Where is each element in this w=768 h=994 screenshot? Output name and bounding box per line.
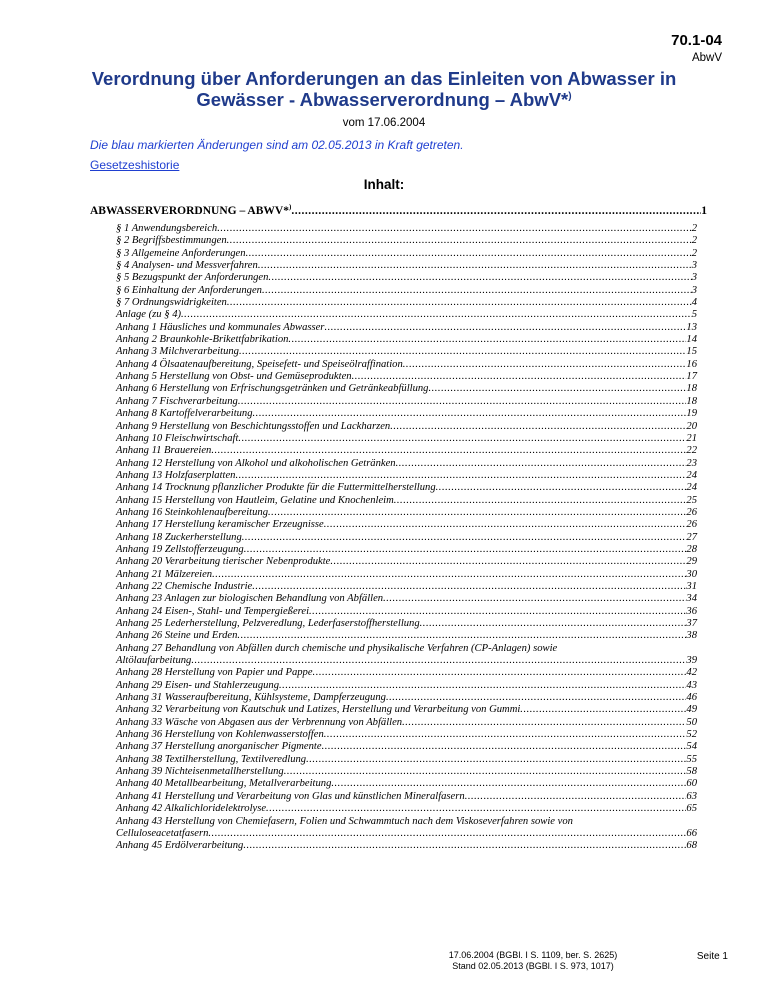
toc-entry-page: 36 [686,605,697,617]
page-number: Seite 1 [696,951,728,962]
toc-dot-leader [211,445,686,457]
toc-entry[interactable] [116,593,697,605]
footer-reference [423,950,643,972]
toc-entry-page: 31 [686,580,697,592]
toc-entry-page: 18 [686,383,697,395]
toc-entry[interactable] [116,606,697,618]
toc-entry[interactable] [116,272,697,284]
toc-dot-leader [237,630,686,642]
toc-entry-page: 24 [686,482,697,494]
toc-entry[interactable] [116,704,697,716]
title-line-2-text: Gewässer - Abwasserverordnung – AbwV* [196,89,569,110]
document-code: 70.1-04 [671,32,722,49]
toc-entry-page: 52 [686,729,697,741]
toc-entry-label: Anhang 20 Verarbeitung tierischer Nebenprodukte [116,556,331,568]
toc-dot-leader [330,556,686,568]
toc-main-entry[interactable] [90,204,707,218]
toc-entry[interactable] [116,766,697,778]
toc-entry[interactable] [116,643,697,655]
toc-dot-leader [331,778,686,790]
toc-entry-page: 39 [686,655,697,667]
toc-entry[interactable] [116,359,697,371]
toc-entry-page: 42 [686,667,697,679]
toc-entry-page: 4 [691,297,697,309]
toc-entry[interactable] [116,458,697,470]
toc-dot-leader [402,717,686,729]
toc-entry-label: Anhang 36 Herstellung von Kohlenwasserstoffen [116,729,324,741]
toc-entry[interactable] [116,519,697,531]
toc-entry-page: 14 [686,334,697,346]
toc-dot-leader [420,618,687,630]
toc-entry[interactable] [116,803,697,815]
toc-dot-leader [238,396,687,408]
toc-dot-leader [383,593,686,605]
toc-entry-label: Anhang 4 Ölsaatenaufbereitung, Speisefett- und Speiseölraffination [116,358,403,370]
title-line-2 [60,89,708,110]
document-title [60,68,708,110]
toc-entry-page: 17 [686,371,697,383]
toc-entry[interactable] [116,322,697,334]
toc-entry-page: 21 [686,432,697,444]
toc-entry[interactable] [116,717,697,729]
toc-entry-page: 28 [686,543,697,555]
toc-entry-label: Anhang 39 Nichteisenmetallherstellung [116,766,284,778]
toc-entry-page: 3 [691,284,697,296]
toc-entry[interactable] [116,618,697,630]
toc-entry-label: Anhang 38 Textilherstellung, Textilveredlung [116,753,307,765]
toc-entry[interactable] [116,433,697,445]
toc-entry-label: Anhang 9 Herstellung von Beschichtungsstoffen und Lackharzen [116,420,391,432]
history-link[interactable]: Gesetzeshistorie [90,158,180,172]
toc-dot-leader [396,458,687,470]
toc-entry-label: Anhang 23 Anlagen zur biologischen Behandlung von Abfällen [116,593,384,605]
toc-dot-leader [258,260,692,272]
toc-entry-page: 20 [686,420,697,432]
toc-entry-label: Anhang 18 Zuckerherstellung [116,531,242,543]
toc-dot-leader [266,803,686,815]
toc-entry-page: 26 [686,519,697,531]
toc-dot-leader [242,532,687,544]
toc-entry-page: 2 [691,247,697,259]
toc-entry-page: 5 [691,309,697,321]
toc-entry-label: Anhang 15 Herstellung von Hautleim, Gelatine und Knochenleim [116,494,394,506]
toc-entry-page: 54 [686,741,697,753]
toc-main-footnote-mark: ) [288,203,292,212]
toc-entry[interactable] [116,630,697,642]
toc-dot-leader [227,297,692,309]
toc-entry-label: § 7 Ordnungswidrigkeiten [116,297,227,309]
toc-dot-leader [309,606,686,618]
toc-dot-leader [288,203,701,218]
toc-entry-label: Anhang 24 Eisen-, Stahl- und Tempergießerei [116,605,310,617]
toc-entry[interactable] [116,248,697,260]
toc-entry-page: 58 [686,766,697,778]
toc-dot-leader [520,704,686,716]
toc-entry-label: Anhang 12 Herstellung von Alkohol und alkoholischen Getränken [116,457,396,469]
toc-entry-label: § 6 Einhaltung der Anforderungen [116,284,262,296]
toc-entry-label-continued: Altölaufarbeitung [116,655,192,667]
toc-entry[interactable] [116,680,697,692]
change-notice: Die blau markierten Änderungen sind am 02.05.2013 in Kraft getreten. [90,138,464,152]
toc-entry[interactable] [116,556,697,568]
toc-entry-label: Anhang 25 Lederherstellung, Pelzveredlung, Lederfaserstoffherstellung [116,618,420,629]
toc-dot-leader [322,741,687,753]
toc-entry[interactable] [116,470,697,482]
toc-dot-leader [436,482,687,494]
toc-entry-page: 27 [686,531,697,543]
toc-dot-leader [313,667,687,679]
toc-entry[interactable] [116,729,697,741]
toc-dot-leader [246,248,692,260]
toc-entry-page: 18 [686,395,697,407]
toc-main-label [90,204,291,218]
toc-entry-label: Anhang 5 Herstellung von Obst- und Gemüseprodukten [116,371,352,383]
toc-dot-leader [352,371,687,383]
toc-dot-leader [324,729,687,741]
toc-entry[interactable] [116,791,697,803]
toc-entry-label: Anhang 16 Steinkohlenaufbereitung [116,506,269,518]
toc-entry[interactable] [116,667,697,679]
toc-entry-page: 55 [686,753,697,765]
toc-entry-label: Anhang 13 Holzfaserplatten [116,469,236,481]
toc-dot-leader [403,359,687,371]
title-line-1: Verordnung über Anforderungen an das Einleiten von Abwasser in [91,68,677,89]
document-abbreviation: AbwV [691,52,722,64]
toc-dot-leader [288,334,686,346]
toc-entry-label: Anhang 19 Zellstofferzeugung [116,543,244,555]
toc-entry-page: 15 [686,346,697,358]
toc-entry-page: 38 [686,630,697,642]
toc-dot-leader [238,433,686,445]
toc-entry-page: 66 [686,827,697,839]
toc-entry-continuation[interactable] [116,828,697,840]
toc-entry[interactable] [116,235,697,247]
toc-entry-label: Anhang 14 Trocknung pflanzlicher Produkte für die Futtermittelherstellung [116,482,436,494]
toc-entry[interactable] [116,495,697,507]
toc-entry-label: Anhang 3 Milchverarbeitung [116,346,239,358]
footer-line-2: Stand 02.05.2013 (BGBl. I S. 973, 1017) [452,961,614,971]
toc-dot-leader [212,569,686,581]
toc-entry-page: 24 [686,469,697,481]
toc-entry-page: 43 [686,679,697,691]
toc-entry[interactable] [116,309,697,321]
date-line: vom 17.06.2004 [342,117,426,129]
toc-dot-leader [390,421,686,433]
toc-entry-label: § 1 Anwendungsbereich [116,223,218,234]
toc-entry[interactable] [116,569,697,581]
toc-dot-leader [268,507,686,519]
toc-entry[interactable] [116,507,697,519]
toc-entry[interactable] [116,260,697,272]
toc-entry-page: 23 [686,457,697,469]
toc-entry-page: 2 [691,235,697,247]
toc-dot-leader [394,495,687,507]
toc-entry-label: Anhang 42 Alkalichloridelektrolyse [116,803,267,815]
toc-entry[interactable] [116,778,697,790]
toc-entry-label: Anhang 27 Behandlung von Abfällen durch chemische und physikalische Verfahren (CP-Anlagen) sowie [116,642,558,654]
toc-entry[interactable] [116,334,697,346]
toc-entry-page: 19 [686,408,697,420]
toc-entry[interactable] [116,692,697,704]
toc-entry[interactable] [116,482,697,494]
toc-dot-leader [252,581,686,593]
toc-entry-label: Anhang 6 Herstellung von Erfrischungsgetränken und Getränkeabfüllung [116,383,429,395]
toc-entry-label: Anhang 32 Verarbeitung von Kautschuk und Latizes, Herstellung und Verarbeitung von Gummi [116,704,521,716]
toc-dot-leader [428,383,686,395]
toc-entry[interactable] [116,223,697,235]
toc-dot-leader [324,322,686,334]
toc-dot-leader [244,544,687,556]
toc-entry-label: Anhang 26 Steine und Erden [116,630,238,642]
toc-dot-leader [268,272,691,284]
toc-entry-page: 46 [686,692,697,704]
toc-entry[interactable] [116,383,697,395]
toc-dot-leader [324,519,687,531]
toc-entry-label: Anhang 17 Herstellung keramischer Erzeugnisse [116,519,324,531]
toc-main-label-text: ABWASSERVERORDNUNG – ABWV* [90,205,289,217]
toc-entry[interactable] [116,421,697,433]
toc-entry-label: § 5 Bezugspunkt der Anforderungen [116,272,269,284]
toc-entry-label: Anhang 1 Häusliches und kommunales Abwasser [116,321,325,333]
toc-dot-leader [181,309,692,321]
toc-entry-page: 65 [686,803,697,815]
toc-entry-page: 37 [686,618,697,629]
toc-entry-label: Anhang 43 Herstellung von Chemiefasern, Folien und Schwammtuch nach dem Viskoseverfahren sowie von [116,815,573,827]
toc-entry-label: Anhang 33 Wäsche von Abgasen aus der Verbrennung von Abfällen [116,716,403,728]
toc-entry-label: Anhang 45 Erdölverarbeitung [116,840,244,852]
toc-entry-label: Anhang 21 Mälzereien [116,568,213,580]
toc-main-page: 1 [701,205,707,217]
toc-entry[interactable] [116,408,697,420]
toc-entry-page: 50 [686,716,697,728]
toc-entry-label: § 4 Analysen- und Messverfahren [116,260,258,272]
toc-dot-leader [386,692,686,704]
toc-dot-leader [253,408,687,420]
toc-entry-page: 60 [686,778,697,790]
toc-entry-label: Anhang 41 Herstellung und Verarbeitung von Glas und künstlichen Mineralfasern [116,790,465,802]
toc-entry[interactable] [116,581,697,593]
toc-entry[interactable] [116,840,697,852]
toc-entry-page: 3 [691,272,697,284]
toc-dot-leader [262,285,692,297]
toc-dot-leader [227,235,692,247]
toc-entry[interactable] [116,285,697,297]
toc-entry[interactable] [116,297,697,309]
toc-entry[interactable] [116,816,697,828]
toc-entry-label: Anhang 11 Brauereien [116,445,212,457]
toc-entry[interactable] [116,754,697,766]
toc-entry-page: 16 [686,358,697,370]
toc-entry-continuation[interactable] [116,655,697,667]
toc-dot-leader [465,791,687,803]
toc-entry-label: Anhang 10 Fleischwirtschaft [116,432,239,444]
toc-entry-label: Anhang 31 Wasseraufbereitung, Kühlsysteme, Dampferzeugung [116,692,386,704]
toc-entry-page: 26 [686,506,697,518]
toc-entry-page: 13 [686,321,697,333]
toc-entry-page: 34 [686,593,697,605]
toc-entry-label: Anhang 29 Eisen- und Stahlerzeugung [116,679,280,691]
toc-entry-label: Anlage (zu § 4) [116,309,182,321]
toc-entry-label: Anhang 37 Herstellung anorganischer Pigmente [116,741,322,753]
toc-heading: Inhalt: [363,177,405,192]
toc-entry-page: 68 [686,840,697,852]
toc-dot-leader [208,828,686,840]
toc-entry[interactable] [116,532,697,544]
footer-line-1: 17.06.2004 (BGBl. I S. 1109, ber. S. 2625) [448,950,618,960]
toc-entry-page: 30 [686,568,697,580]
title-footnote-mark: ) [568,90,572,102]
toc-entry[interactable] [116,741,697,753]
toc-entry[interactable] [116,544,697,556]
toc-entry-label: Anhang 40 Metallbearbeitung, Metallverarbeitung [116,778,332,790]
toc-entry-page: 2 [691,223,697,234]
toc-entry[interactable] [116,396,697,408]
toc-entry-page: 63 [686,790,697,802]
toc-entry-page: 22 [686,445,697,457]
toc-entry[interactable] [116,445,697,457]
toc-dot-leader [306,754,686,766]
toc-entry-page: 29 [686,556,697,568]
toc-entry-page: 3 [691,260,697,272]
toc-entry-page: 49 [686,704,697,716]
toc-entry-label: § 2 Begriffsbestimmungen [116,235,227,247]
toc-entry-page: 25 [686,494,697,506]
toc-entry-label: § 3 Allgemeine Anforderungen [116,247,246,259]
toc-dot-leader [243,840,686,852]
toc-entry-label: Anhang 8 Kartoffelverarbeitung [116,408,253,420]
toc-entry-label: Anhang 2 Braunkohle-Brikettfabrikation [116,334,289,346]
toc-entry[interactable] [116,371,697,383]
toc-entry-label: Anhang 28 Herstellung von Papier und Pappe [116,667,313,679]
toc-entry-label-continued: Celluloseacetatfasern [116,827,209,839]
toc-entry[interactable] [116,346,697,358]
toc-dot-leader [235,470,686,482]
toc-list [116,223,697,853]
toc-dot-leader [279,680,686,692]
toc-dot-leader [217,223,691,235]
toc-dot-leader [284,766,687,778]
toc-dot-leader [191,655,686,667]
toc-entry-label: Anhang 7 Fischverarbeitung [116,395,238,407]
toc-entry-label: Anhang 22 Chemische Industrie [116,580,253,592]
toc-dot-leader [239,346,686,358]
